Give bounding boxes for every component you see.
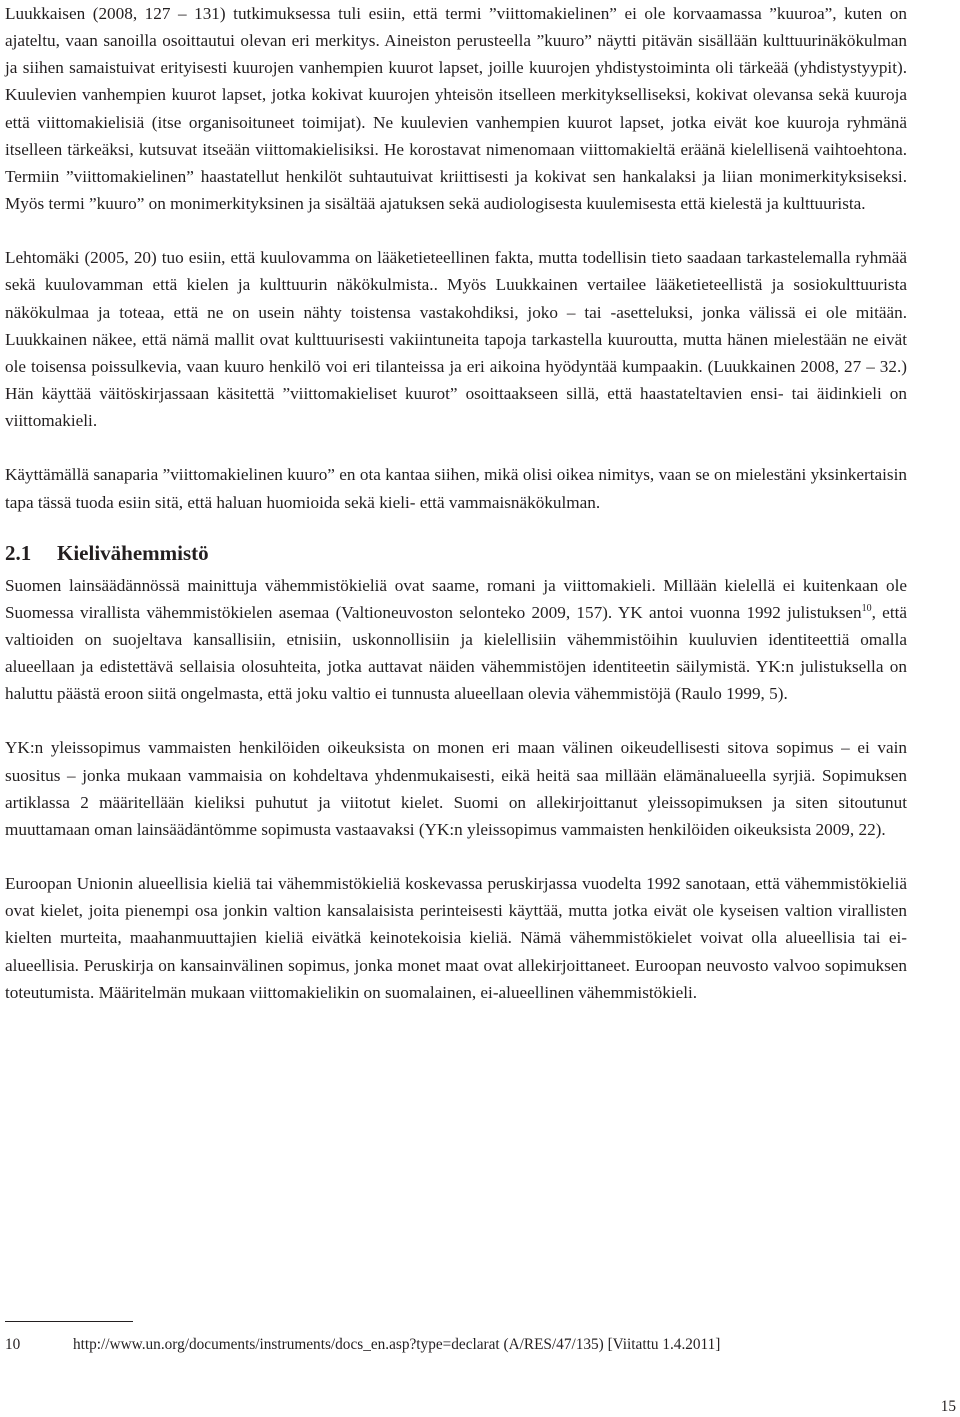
paragraph-word-pair: Käyttämällä sanaparia ”viittomakielinen kuuro” en ota kantaa siihen, mikä olisi oikea nimitys, vaan se on mielestäni yksinkertaisin tapa tässä tuoda esiin sitä, että haluan huomioida sekä kieli- että vammaisnäkökulman. <box>5 465 907 512</box>
footnote-number: 10 <box>5 1336 21 1353</box>
section-number: 2.1 <box>5 540 32 565</box>
body-text <box>5 0 907 1006</box>
footnote-divider <box>5 1321 133 1322</box>
paragraph-minority-languages <box>5 572 907 708</box>
footnote-reference[interactable]: 10 <box>861 602 872 614</box>
footnote <box>5 1334 905 1356</box>
paragraph-spacer <box>5 707 907 734</box>
page-number: 15 <box>940 1398 956 1415</box>
section-heading <box>5 538 907 568</box>
paragraph-text-before-ref: Suomen lainsäädännössä mainittuja vähemmistökieliä ovat saame, romani ja viittomakieli. Millään kielellä ei kuitenkaan ole Suomessa virallista vähemmistökielen asemaa (Valtioneuvoston selonteko 2009, 157). YK antoi vuonna 1992 julistuksen <box>5 575 907 622</box>
section-title: Kielivähemmistö <box>57 540 209 565</box>
paragraph-luukkainen-terminology: Luukkaisen (2008, 127 – 131) tutkimuksessa tuli esiin, että termi ”viittomakielinen” ei ole korvaamassa ”kuuroa”, kuten on ajateltu, vaan sanoilla osoittautui olevan eri merkitys. Aineiston perusteella ”kuuro” näytti pitävän sisällään kulttuurinäkökulman ja siihen samaistuivat erityisesti kuurojen vanhempien kuurot lapset, joille kuurojen yhdistystoiminta oli tärkeää (yhdistystyypit). Kuulevien vanhempien kuurot lapset, jotka kokivat kuurojen yhteisön itselleen merkitykselliseksi, kokivat olevansa sekä kuuroja että viittomakielisiä (itse organisoituneet toimijat). Ne kuulevien vanhempien kuurot lapset, jotka eivät koe kuuroja ryhmänä itselleen tärkeäksi, kutsuvat itseään viittomakielisiksi. He korostavat nimenomaan viittomakieltä eräänä kielellisenä vaihtoehtona. Termiin ”viittomakielinen” haastatellut henkilöt suhtautuivat kriittisesti ja kokivat sen hankalaksi ja liian monimerkityksiseksi. Myös termi ”kuuro” on monimerkityksinen ja sisältää ajatuksen sekä audiologisesta kuulemisesta että kielestä ja kulttuurista. <box>5 4 907 214</box>
paragraph-spacer <box>5 434 907 461</box>
paragraph-un-convention: YK:n yleissopimus vammaisten henkilöiden oikeuksista on monen eri maan välinen oikeudellisesti sitova sopimus – ei vain suositus – jonka mukaan vammaisia on kohdeltava yhdenmukaisesti, eikä heitä saa millään elämänalueella syrjiä. Sopimuksen artiklassa 2 määritellään kieliksi puhutut ja viitotut kielet. Suomi on allekirjoittanut yleissopimuksen ja siten sitoutunut muuttamaan oman lainsäädäntömme sopimusta vastaavaksi (YK:n yleissopimus vammaisten henkilöiden oikeuksista 2009, 22). <box>5 738 907 839</box>
footnote-link[interactable]: http://www.un.org/documents/instruments/docs_en.asp?type=declarat (A/RES/47/135) [Viitattu 1.4.2011] <box>73 1336 721 1353</box>
paragraph-lehtomaki: Lehtomäki (2005, 20) tuo esiin, että kuulovamma on lääketieteellinen fakta, mutta todellisin tieto saadaan tarkastelemalla ryhmää sekä kuulovamman että kielen ja kulttuurin näkökulmista.. Myös Luukkainen vertailee lääketieteellistä ja sosiokulttuurista näkökulmaa ja toteaa, että ne on usein nähty toistensa vastakohdiksi, joko – tai -asetteluksi, jonka välissä ei ole mitään. Luukkainen näkee, että nämä mallit ovat kulttuurisesti vakiintuneita tapoja tarkastella kuuroutta, mutta hänen mielestään ne eivät ole toisensa poissulkevia, vaan kuuro henkilö voi eri tilanteissa ja eri aikoina hyödyntää kumpaakin. (Luukkainen 2008, 27 – 32.) Hän käyttää väitöskirjassaan käsitettä ”viittomakieliset kuurot” osoittaakseen sillä, että haastateltavien ensi- tai äidinkieli on viittomakieli. <box>5 248 907 431</box>
paragraph-spacer <box>5 843 907 870</box>
paragraph-text-after-ref: , että valtioiden on suojeltava kansallisiin, etnisiin, uskonnollisiin ja kielellisiin vähemmistöihin kuuluvien identiteettiä omalla alueellaan ja edistettävä sellaisia olosuhteita, jotka auttavat näiden vähemmistöjen identiteetin säilymistä. YK:n julistuksella on haluttu päästä eroon siitä ongelmasta, että joku valtio ei tunnusta alueellaan olevia vähemmistöjä (Raulo 1999, 5). <box>5 602 907 704</box>
paragraph-spacer <box>5 217 907 244</box>
paragraph-eu-charter: Euroopan Unionin alueellisia kieliä tai vähemmistökieliä koskevassa peruskirjassa vuodelta 1992 sanotaan, että vähemmistökieliä ovat kielet, joita pienempi osa jonkin valtion kansalaisista perinteisesti käyttää, mutta jotka eivät ole kyseisen valtion virallisten kielten murteita, maahanmuuttajien kieliä eivätkä keinotekoisia kieliä. Nämä vähemmistökielet voivat olla alueellisia tai ei-alueellisia. Peruskirja on kansainvälinen sopimus, jonka monet maat ovat allekirjoittaneet. Euroopan neuvosto valvoo sopimuksen toteutumista. Määritelmän mukaan viittomakielikin on suomalainen, ei-alueellinen vähemmistökieli. <box>5 874 907 1002</box>
